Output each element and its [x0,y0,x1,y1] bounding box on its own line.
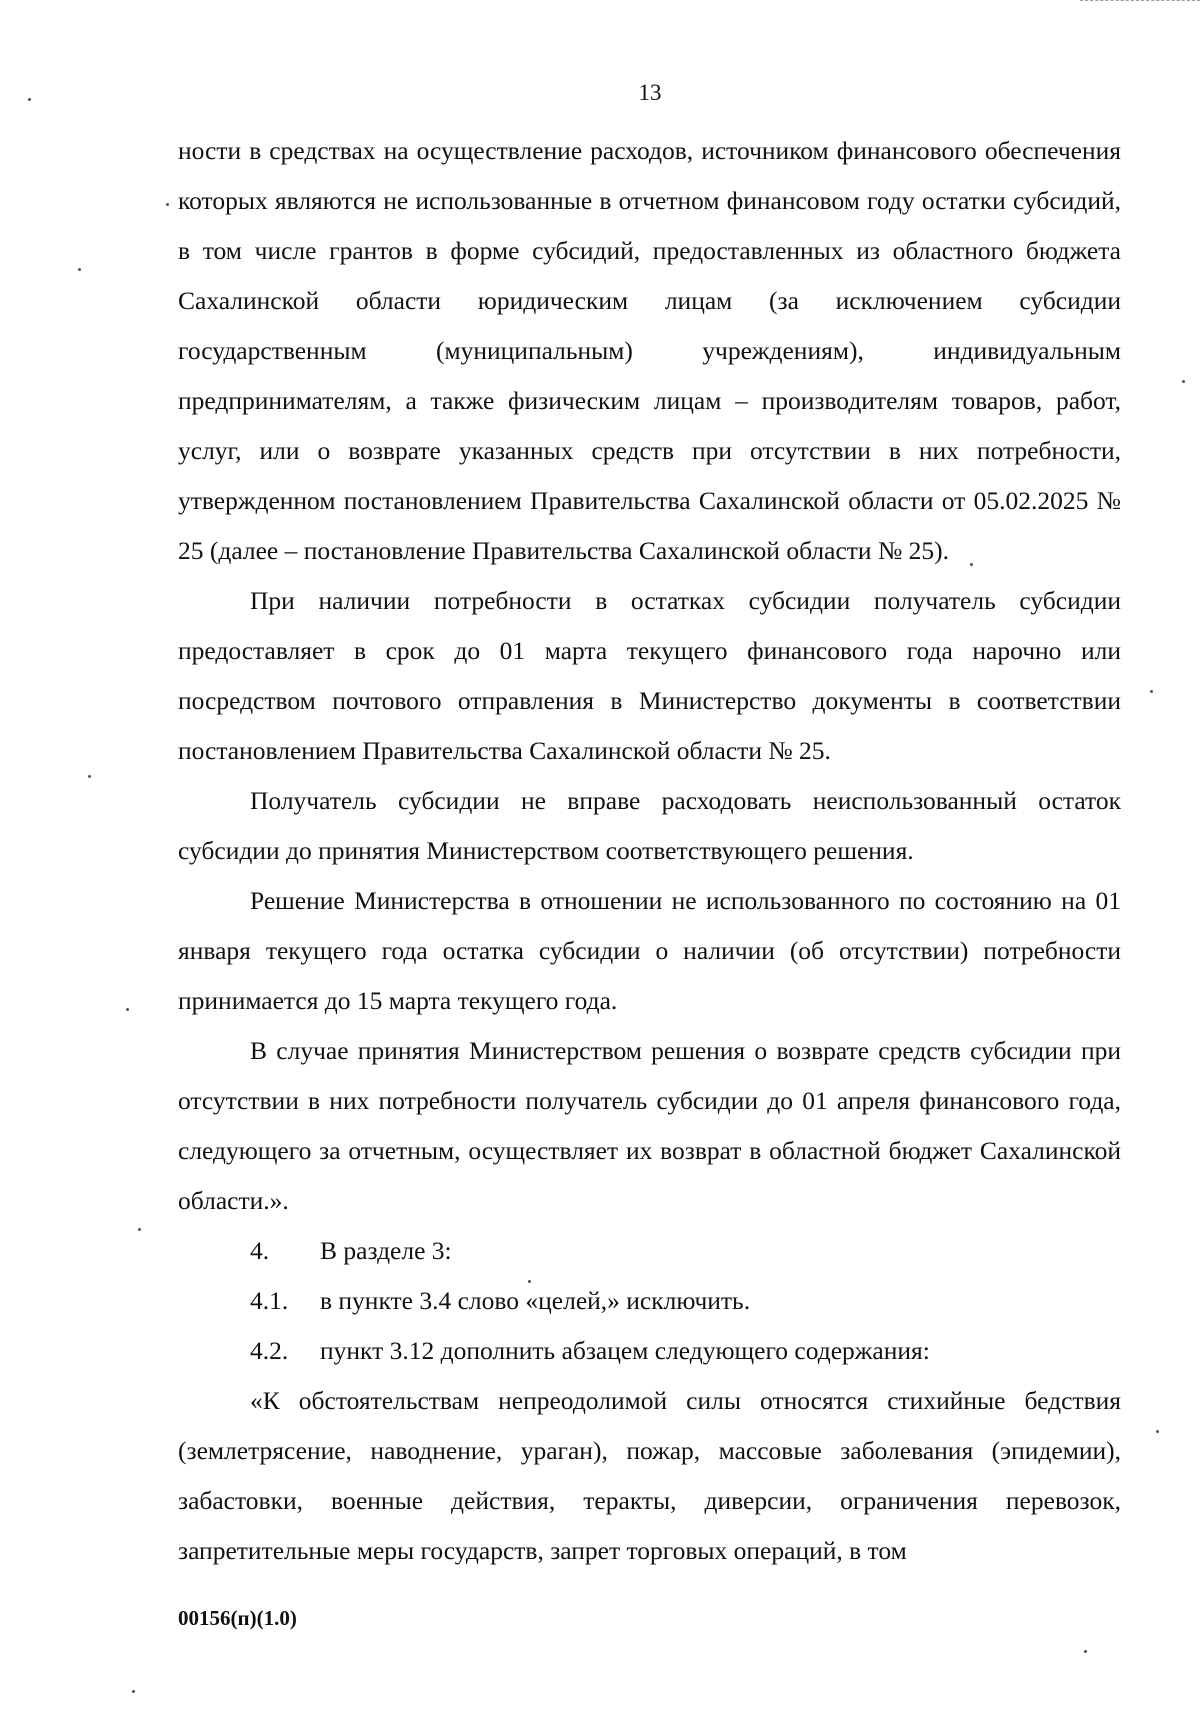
scan-speck [1084,1650,1087,1653]
list-item-4-1 [178,1276,1121,1326]
item-text: В разделе 3: [320,1236,452,1265]
item-number: 4.1. [250,1286,289,1315]
scan-speck [1182,380,1185,383]
list-item-4 [178,1226,1121,1276]
scan-speck [1156,1430,1159,1433]
scan-speck [28,98,31,101]
scan-speck [88,775,91,778]
scan-speck [132,1690,135,1693]
paragraph: При наличии потребности в остатках субсидии получатель субсидии предоставляет в срок до 01 марта текущего финансового года нарочно или посредством почтового отправления в Министерство документы в соответствии постановлением Правительства Сахалинской области № 25. [178,586,1121,765]
item-text: пункт 3.12 дополнить абзацем следующего содержания: [320,1336,930,1365]
item-number: 4. [250,1236,270,1265]
paragraph-quoted: «К обстоятельствам непреодолимой силы относятся стихийные бедствия (землетрясение, наводнение, ураган), пожар, массовые заболевания (эпидемии), забастовки, военные действия, теракты, диверсии, ограничения перевозок, запретительные меры государств, запрет торговых операций, в том [178,1386,1121,1565]
scan-speck [166,203,169,206]
paragraph-continuation: ности в средствах на осуществление расходов, источником финансового обеспечения которых являются не использованные в отчетном финансовом году остатки субсидий, в том числе грантов в форме субсидий, предоставленных из областного бюджета Сахалинской области юридическим лицам (за исключением субсидии государственным (муниципальным) учреждениям), индивидуальным предпринимателям, а также физическим лицам – производителям товаров, работ, услуг, или о возврате указанных средств при отсутствии в них потребности, утвержденном постановлением Правительства Сахалинской области от 05.02.2025 № 25 (далее – постановление Правительства Сахалинской области № 25). [178,136,1121,565]
document-body [178,126,1121,1576]
page-number: 13 [638,80,662,105]
item-text: в пункте 3.4 слово «целей,» исключить. [320,1286,751,1315]
scan-speck [1150,690,1153,693]
scan-speck [970,563,973,566]
paragraph: В случае принятия Министерством решения о возврате средств субсидии при отсутствии в них потребности получатель субсидии до 01 апреля финансового года, следующего за отчетным, осуществляет их возврат в областной бюджет Сахалинской области.». [178,1036,1121,1215]
item-number: 4.2. [250,1336,289,1365]
list-item-4-2 [178,1326,1121,1376]
scan-speck [126,1008,129,1011]
scan-speck [138,1228,141,1231]
scan-edge-mark [1080,0,1200,3]
scan-speck [78,268,81,271]
paragraph: Получатель субсидии не вправе расходовать неиспользованный остаток субсидии до принятия Министерством соответствующего решения. [178,786,1121,865]
paragraph: Решение Министерства в отношении не использованного по состоянию на 01 января текущего года остатка субсидии о наличии (об отсутствии) потребности принимается до 15 марта текущего года. [178,886,1121,1015]
scan-speck [528,1280,531,1283]
document-code: 00156(п)(1.0) [178,1606,297,1630]
